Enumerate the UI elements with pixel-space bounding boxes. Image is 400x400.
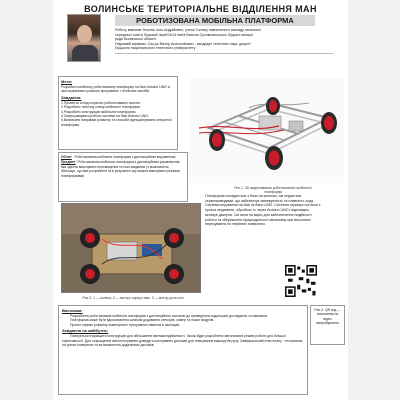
object-text: : Роботизована мобільна платформа з дистанційним керуванням.: [71, 155, 177, 159]
wheel-front-right: [266, 97, 280, 115]
figure-1-caption-line: Рис.1. 3D моделювання роботизованої мобільної: [234, 186, 312, 190]
authors-block: [115, 28, 333, 54]
department-title: ВОЛИНСЬКЕ ТЕРИТОРІАЛЬНЕ ВІДДІЛЕННЯ МАН: [84, 4, 317, 14]
platform-photo-art: [62, 204, 201, 293]
future-heading: Завдання на майбутнє:: [62, 328, 109, 334]
poster: [53, 0, 348, 400]
platform-3d-render: [189, 78, 344, 183]
qr-code[interactable]: [285, 265, 317, 297]
goal-heading: Мета:: [61, 79, 73, 84]
subject-heading: Предмет: [61, 160, 76, 165]
conclusion-item: Платформа може бути вдосконалена шляхом додавання сенсорів, камер та інших модулів.: [70, 318, 215, 323]
conclusion-item: Проект сприяє розвитку інженерних і програмних навичок в школярів.: [70, 322, 181, 327]
authors-line: ради Волинської області: [115, 37, 157, 42]
task-item: 1.Провести огляд існуючих роботизованих систем.: [61, 100, 141, 105]
wheel-rear-left: [265, 146, 283, 170]
task-item: 3.Розробити конструкцію мобільної платформи.: [61, 109, 137, 114]
object-heading: Об'єкт: [61, 155, 72, 159]
conclusions-box: [58, 305, 308, 395]
figure-1-caption-line: платформи: [264, 190, 282, 195]
divider: [115, 53, 333, 54]
wheel-front-left: [209, 129, 225, 151]
authors-line: середньої освіти Луцький ліцей №14 імені Василя Сухомлинського Луцької міської: [115, 32, 254, 37]
tasks-heading: Завдання:: [61, 94, 82, 100]
platform-photo: [61, 203, 201, 293]
author-body: [72, 45, 98, 62]
figure-2-caption: Рис.2. 1 — колеса, 2 — мотор і корпус мікс, 3 — мотор руль колі.: [82, 296, 185, 300]
future-text: Планується покращити конструкцію для збільшення вантажопідйомності. Також буде розроблено автономний режим роботи для більшої ефективності. Для покращення автопілотування доведуть монтування датчиків для планування маршрутів руху. Завершальний етап плану - тестування на різних поверхнях та встановлення додаткових датчиків.: [62, 334, 303, 348]
goal-text: Розробити мобільну роботизовану платформу на базі Arduino UNO із застосуванням сучасних програмних і технічних засобів.: [61, 85, 171, 94]
supervisor-line: Науковий керівник: Саз-ук Віктор Анатолійович - кандидат технічних наук, доцент: [115, 41, 251, 46]
subject-text: : Роботизована мобільна платформа з дистанційним управлінням, яка здатна виконувати переміщення та інші завдання (з можливістю, збільшує, що вже розроблені та в результаті яку можна виконувати різними платформами): [61, 160, 181, 178]
description-text: Платформа складається з бази на колесах, які керуються сервоприводами, що забезпечує маневреність та плавність ходу. Система керування на базі Arduino UNO. Система отримує сигнали з пульта керування, обробляє їх через Arduino UNO і відповідно активує двигуни. Сигнали на варіо для забезпечення надійності роботи та збереження працездатності механізму при виконанні пересування по нерівних поверхнях.: [205, 194, 321, 227]
supervisor-line: Луцького національного технічного університету: [115, 46, 196, 51]
qr-caption: Рис.3. QR код — посилання на відео випробування: [310, 305, 345, 345]
conclusions-heading: Висновки:: [62, 308, 83, 313]
authors-line: Роботу виконав: Костюк Ілля Андрійович, учень 9 класу навчального закладу загальної: [115, 28, 261, 32]
wheel-rear-right: [321, 112, 337, 134]
goal-box: [58, 76, 178, 150]
task-item: 5.Визначити напрямки розвитку та способи функціонування створеної платформи.: [61, 118, 172, 127]
project-title: РОБОТИЗОВАНА МОБІЛЬНА ПЛАТФОРМА: [115, 15, 315, 26]
object-box: [58, 152, 188, 202]
task-item: 2.Розробити технічну схему мобільної платформи.: [61, 105, 141, 110]
author-photo: [67, 14, 101, 62]
task-item: 4.Запрограмувати роботи системи на базі Arduino UNO.: [61, 114, 149, 119]
author-face: [77, 25, 92, 43]
conclusion-item: Розроблена роботизована мобільна платформа з дистанційною основою до проведення подальших досліджень та навчання.: [70, 314, 269, 318]
